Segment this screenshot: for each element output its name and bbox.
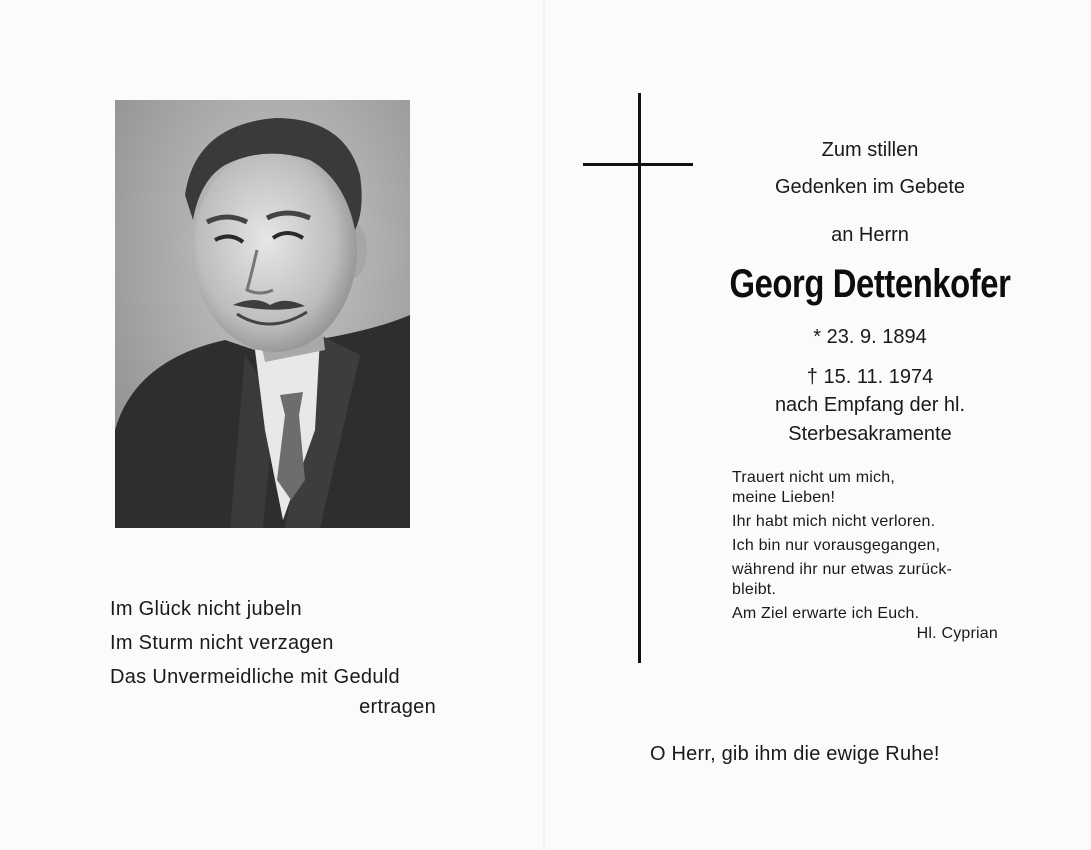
deceased-name: Georg Dettenkofer [729,262,1011,306]
birth-date: * 23. 9. 1894 [813,326,927,348]
left-poem [110,592,470,720]
quote-line: Ihr habt mich nicht verloren. [732,513,936,530]
poem-line: ertragen [359,696,436,718]
quote-line: Trauert nicht um mich, [732,469,895,486]
intro-line: Gedenken im Gebete [774,176,966,198]
intro-line: Zum stillen [821,139,919,161]
quote-line: bleibt. [732,581,777,598]
sacrament-line: nach Empfang der hl. [774,394,966,416]
quote-line: meine Lieben! [732,489,836,506]
closing-prayer: O Herr, gib ihm die ewige Ruhe! [650,743,940,765]
poem-line: Im Sturm nicht verzagen [110,632,334,654]
quote-line: während ihr nur etwas zurück- [732,561,953,578]
poem-line: Im Glück nicht jubeln [110,598,302,620]
death-date: † 15. 11. 1974 [806,366,934,388]
portrait-photo [115,100,410,528]
card-fold [543,0,545,850]
quote-line: Ich bin nur vorausgegangen, [732,537,941,554]
quote-line: Am Ziel erwarte ich Euch. [732,605,920,622]
poem-line: Das Unvermeidliche mit Geduld [110,666,400,688]
cross-vertical [638,93,641,663]
cyprian-quote [732,468,1012,644]
sacrament-line: Sterbesakramente [788,423,952,445]
quote-author: Hl. Cyprian [916,625,998,642]
intro-line: an Herrn [831,224,909,246]
cross-horizontal [583,163,693,166]
